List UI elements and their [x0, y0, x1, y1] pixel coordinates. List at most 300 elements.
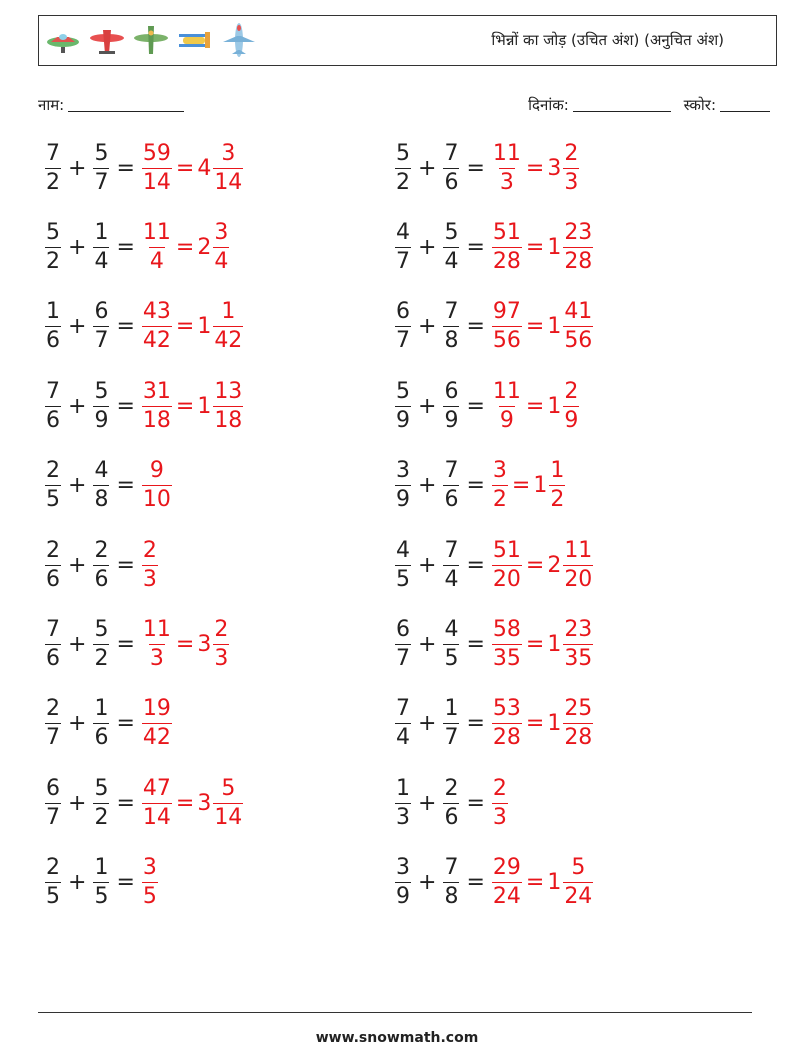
addend-1 [395, 537, 411, 592]
answer-fraction [142, 775, 172, 830]
answer-fraction-denominator: 3 [492, 804, 507, 830]
date-label: दिनांक: [528, 96, 569, 114]
addend-2-numerator: 7 [444, 140, 459, 166]
addend-2 [93, 140, 109, 195]
problem-5 [44, 297, 244, 357]
mixed-fraction-numerator: 1 [550, 458, 565, 484]
worksheet-title: भिन्नों का जोड़ (उचित अंश) (अनुचित अंश) [491, 31, 724, 49]
addend-2 [443, 460, 459, 511]
mixed-fraction-denominator: 35 [564, 645, 593, 671]
answer-fraction-denominator: 14 [142, 804, 171, 830]
plus-sign: + [418, 870, 437, 896]
answer-equals-sign: = [511, 473, 531, 499]
problem-9 [44, 456, 173, 516]
addend-1-denominator: 5 [46, 884, 60, 910]
mixed-fraction [549, 460, 565, 511]
plus-sign: + [418, 473, 437, 499]
addend-1-denominator: 5 [46, 487, 60, 513]
problem-18 [394, 773, 509, 833]
answer-fraction [492, 857, 522, 908]
addend-1-numerator: 5 [396, 378, 410, 404]
equals-sign: = [116, 552, 135, 578]
plus-sign: + [418, 393, 437, 419]
date-blank[interactable] [573, 110, 671, 112]
addend-2 [443, 775, 459, 830]
equals-sign: = [116, 711, 135, 737]
addend-1-denominator: 7 [46, 804, 60, 830]
addend-1 [395, 857, 411, 908]
addend-1-numerator: 7 [396, 696, 410, 722]
answer-fraction-denominator: 10 [142, 487, 171, 513]
answer-fraction [492, 140, 522, 195]
addend-1-denominator: 9 [396, 407, 410, 433]
answer-equals-sign: = [175, 234, 195, 260]
problem-20 [394, 853, 594, 913]
answer-fraction-denominator: 5 [142, 884, 157, 910]
addend-2-denominator: 5 [444, 645, 459, 671]
name-label: नाम: [38, 96, 65, 114]
plus-sign: + [68, 314, 87, 340]
plus-sign: + [68, 631, 87, 657]
addend-1-denominator: 7 [46, 725, 60, 751]
addend-2 [93, 219, 109, 274]
answer-fraction-numerator: 3 [142, 855, 157, 881]
answer-fraction-numerator: 9 [149, 458, 164, 484]
addend-1-denominator: 7 [396, 248, 410, 274]
answer-fraction [142, 460, 172, 511]
mixed-fraction [563, 698, 593, 749]
addend-2-numerator: 1 [94, 855, 109, 881]
addend-2-numerator: 6 [444, 378, 459, 404]
addend-2 [443, 219, 459, 274]
answer-fraction [142, 857, 158, 908]
problem-11 [44, 535, 159, 595]
addend-2 [443, 616, 459, 671]
mixed-whole: 1 [547, 314, 562, 340]
mixed-fraction-numerator: 2 [564, 378, 579, 404]
mixed-fraction-denominator: 18 [214, 407, 243, 433]
addend-1-denominator: 6 [46, 566, 60, 592]
mixed-fraction [563, 857, 593, 908]
answer-fraction-denominator: 35 [492, 645, 521, 671]
answer-fraction-numerator: 11 [492, 140, 521, 166]
addend-1-numerator: 7 [46, 378, 60, 404]
mixed-whole: 1 [547, 631, 562, 657]
answer-fraction [492, 775, 508, 830]
addend-1 [395, 775, 411, 830]
addend-1 [395, 219, 411, 274]
addend-1-numerator: 4 [396, 219, 410, 245]
problem-8 [394, 376, 580, 436]
mixed-whole: 1 [547, 870, 562, 896]
addend-1-numerator: 2 [46, 458, 60, 484]
addend-1-denominator: 6 [46, 645, 60, 671]
problem-2 [394, 138, 580, 198]
addend-2-numerator: 1 [94, 696, 109, 722]
mixed-whole: 1 [533, 473, 548, 499]
answer-equals-sign: = [525, 155, 545, 181]
mixed-fraction-numerator: 2 [564, 140, 579, 166]
addend-2-numerator: 4 [94, 458, 109, 484]
mixed-whole: 3 [197, 790, 212, 816]
answer-fraction [142, 537, 158, 592]
addend-2 [443, 537, 459, 592]
addend-1-denominator: 2 [46, 169, 60, 195]
mixed-fraction-denominator: 42 [214, 328, 243, 354]
answer-fraction [142, 698, 172, 749]
equals-sign: = [466, 711, 485, 737]
addend-1 [395, 140, 411, 195]
addend-2 [443, 301, 459, 352]
mixed-fraction [563, 140, 579, 195]
addend-2-denominator: 7 [94, 169, 109, 195]
addend-1-numerator: 5 [396, 140, 410, 166]
answer-fraction-numerator: 97 [492, 299, 521, 325]
mixed-fraction-numerator: 5 [571, 855, 586, 881]
addend-1 [395, 378, 411, 433]
mixed-fraction-denominator: 20 [564, 566, 593, 592]
problem-13 [44, 614, 230, 674]
addend-1 [45, 775, 61, 830]
plus-sign: + [68, 711, 87, 737]
answer-equals-sign: = [175, 155, 195, 181]
answer-fraction [142, 378, 172, 433]
answer-equals-sign: = [525, 234, 545, 260]
mixed-fraction-denominator: 3 [214, 645, 229, 671]
addend-2-denominator: 4 [444, 566, 459, 592]
answer-fraction-denominator: 28 [492, 248, 521, 274]
addend-2-numerator: 6 [94, 299, 109, 325]
answer-equals-sign: = [525, 870, 545, 896]
plus-sign: + [418, 552, 437, 578]
equals-sign: = [116, 155, 135, 181]
plus-sign: + [68, 155, 87, 181]
addend-1 [395, 698, 411, 749]
footer-divider [38, 1012, 752, 1013]
addend-1-numerator: 2 [46, 696, 60, 722]
answer-fraction-denominator: 9 [499, 407, 514, 433]
mixed-fraction-denominator: 28 [564, 725, 593, 751]
addend-2-numerator: 5 [94, 378, 109, 404]
addend-2-numerator: 1 [444, 696, 459, 722]
addend-1-numerator: 2 [46, 537, 60, 563]
addend-2-denominator: 7 [94, 328, 109, 354]
addend-2-denominator: 2 [94, 645, 109, 671]
answer-fraction-denominator: 28 [492, 725, 521, 751]
addend-1-numerator: 4 [396, 537, 410, 563]
answer-fraction-numerator: 51 [492, 219, 521, 245]
addend-2-denominator: 5 [94, 884, 109, 910]
mixed-fraction-numerator: 13 [214, 378, 243, 404]
addend-1-denominator: 2 [46, 248, 60, 274]
answer-fraction-denominator: 24 [492, 884, 521, 910]
addend-1 [45, 301, 61, 352]
answer-equals-sign: = [525, 552, 545, 578]
mixed-fraction-numerator: 23 [564, 616, 593, 642]
problem-1 [44, 138, 244, 198]
plus-sign: + [418, 711, 437, 737]
problem-3 [44, 217, 230, 277]
problem-12 [394, 535, 594, 595]
addend-1-denominator: 7 [396, 328, 410, 354]
addend-2-numerator: 1 [94, 219, 109, 245]
mixed-fraction [563, 378, 579, 433]
answer-fraction-numerator: 47 [142, 775, 171, 801]
answer-fraction-numerator: 3 [492, 458, 507, 484]
addend-2-denominator: 8 [444, 328, 459, 354]
mixed-fraction-numerator: 23 [564, 219, 593, 245]
blue-jet-icon [219, 20, 259, 60]
equals-sign: = [116, 314, 135, 340]
worksheet-header [38, 15, 777, 66]
addend-1 [45, 698, 61, 749]
plus-sign: + [418, 631, 437, 657]
answer-fraction-numerator: 2 [492, 775, 507, 801]
answer-fraction-numerator: 19 [142, 696, 171, 722]
mixed-whole: 4 [197, 155, 212, 181]
mixed-fraction-numerator: 3 [221, 140, 236, 166]
answer-fraction [492, 301, 522, 352]
problem-19 [44, 853, 159, 913]
mixed-fraction-numerator: 11 [564, 537, 593, 563]
addend-2-denominator: 4 [444, 248, 459, 274]
score-label: स्कोर: [683, 96, 716, 114]
answer-fraction-denominator: 42 [142, 725, 171, 751]
answer-fraction [142, 140, 172, 195]
mixed-whole: 1 [547, 711, 562, 737]
addend-1-denominator: 7 [396, 645, 410, 671]
addend-2 [93, 775, 109, 830]
date-score-field [528, 95, 770, 115]
mixed-whole: 1 [547, 393, 562, 419]
mixed-whole: 3 [547, 155, 562, 181]
plane-icons [43, 20, 259, 60]
red-green-plane-icon [43, 20, 83, 60]
addend-1-numerator: 1 [396, 775, 410, 801]
mixed-whole: 1 [197, 393, 212, 419]
mixed-fraction [563, 301, 593, 352]
plus-sign: + [418, 155, 437, 181]
problem-10 [394, 456, 566, 516]
answer-fraction-numerator: 11 [142, 616, 171, 642]
problem-6 [394, 297, 594, 357]
plus-sign: + [418, 790, 437, 816]
addend-2-numerator: 7 [444, 537, 459, 563]
problem-16 [394, 694, 594, 754]
plus-sign: + [68, 473, 87, 499]
addend-1 [45, 219, 61, 274]
mixed-fraction [213, 301, 243, 352]
addend-2-numerator: 2 [94, 537, 109, 563]
answer-fraction-denominator: 3 [499, 169, 514, 195]
mixed-fraction-denominator: 56 [564, 328, 593, 354]
addend-2-denominator: 2 [94, 804, 109, 830]
plus-sign: + [68, 552, 87, 578]
equals-sign: = [466, 870, 485, 896]
problem-17 [44, 773, 244, 833]
addend-2-denominator: 4 [94, 248, 109, 274]
answer-equals-sign: = [175, 631, 195, 657]
mixed-fraction [563, 219, 593, 274]
answer-fraction-denominator: 3 [142, 566, 157, 592]
equals-sign: = [116, 234, 135, 260]
addend-1-numerator: 6 [396, 616, 410, 642]
addend-2-denominator: 6 [94, 725, 109, 751]
score-blank[interactable] [720, 110, 770, 112]
answer-fraction-numerator: 2 [142, 537, 157, 563]
addend-2-denominator: 6 [444, 487, 459, 513]
addend-2-denominator: 9 [444, 407, 459, 433]
answer-fraction [492, 460, 508, 511]
equals-sign: = [466, 393, 485, 419]
answer-fraction-numerator: 51 [492, 537, 521, 563]
answer-fraction-numerator: 53 [492, 696, 521, 722]
addend-2-numerator: 5 [444, 219, 459, 245]
answer-fraction-numerator: 11 [492, 378, 521, 404]
addend-2-numerator: 5 [94, 140, 109, 166]
addend-1-numerator: 3 [396, 855, 410, 881]
mixed-fraction [213, 378, 243, 433]
mixed-whole: 1 [197, 314, 212, 340]
addend-1-numerator: 5 [46, 219, 60, 245]
mixed-fraction [213, 616, 229, 671]
answer-fraction-numerator: 59 [142, 140, 171, 166]
answer-fraction [492, 378, 522, 433]
answer-equals-sign: = [525, 314, 545, 340]
addend-2 [443, 857, 459, 908]
mixed-whole: 2 [197, 234, 212, 260]
mixed-fraction [213, 140, 243, 195]
mixed-fraction-denominator: 14 [214, 169, 243, 195]
addend-1-denominator: 6 [46, 328, 60, 354]
addend-2-numerator: 4 [444, 616, 459, 642]
addend-1-numerator: 3 [396, 458, 410, 484]
mixed-fraction-denominator: 4 [214, 248, 229, 274]
addend-2 [93, 698, 109, 749]
addend-1 [45, 460, 61, 511]
plus-sign: + [418, 234, 437, 260]
addend-2 [93, 616, 109, 671]
addend-1-denominator: 5 [396, 566, 410, 592]
name-blank[interactable] [68, 110, 184, 112]
plus-sign: + [68, 790, 87, 816]
plus-sign: + [68, 234, 87, 260]
addend-2 [93, 857, 109, 908]
addend-2-denominator: 8 [444, 884, 459, 910]
answer-fraction-numerator: 58 [492, 616, 521, 642]
answer-fraction [142, 219, 172, 274]
answer-fraction-denominator: 4 [149, 248, 164, 274]
equals-sign: = [116, 790, 135, 816]
equals-sign: = [466, 234, 485, 260]
equals-sign: = [116, 631, 135, 657]
addend-2-numerator: 5 [94, 775, 109, 801]
addend-2-numerator: 7 [444, 299, 459, 325]
addend-1 [395, 301, 411, 352]
addend-1 [395, 460, 411, 511]
answer-equals-sign: = [525, 711, 545, 737]
addend-2-numerator: 7 [444, 458, 459, 484]
answer-equals-sign: = [175, 790, 195, 816]
problem-4 [394, 217, 594, 277]
problem-14 [394, 614, 594, 674]
equals-sign: = [466, 631, 485, 657]
problem-7 [44, 376, 244, 436]
answer-fraction [492, 616, 522, 671]
addend-1-numerator: 6 [396, 299, 410, 325]
mixed-fraction-denominator: 2 [550, 487, 565, 513]
equals-sign: = [116, 870, 135, 896]
equals-sign: = [466, 155, 485, 181]
equals-sign: = [466, 473, 485, 499]
problem-15 [44, 694, 173, 754]
addend-2-denominator: 6 [94, 566, 109, 592]
answer-fraction-denominator: 14 [142, 169, 171, 195]
addend-1-numerator: 6 [46, 775, 60, 801]
answer-fraction-numerator: 29 [492, 855, 521, 881]
plus-sign: + [68, 393, 87, 419]
name-field [38, 95, 184, 115]
answer-fraction [142, 301, 172, 352]
answer-fraction-denominator: 2 [492, 487, 507, 513]
addend-1-denominator: 2 [396, 169, 410, 195]
addend-2-numerator: 2 [444, 775, 459, 801]
addend-1-numerator: 1 [46, 299, 60, 325]
mixed-whole: 2 [547, 552, 562, 578]
mixed-fraction-denominator: 3 [564, 169, 579, 195]
mixed-fraction-denominator: 28 [564, 248, 593, 274]
answer-fraction [492, 537, 522, 592]
answer-equals-sign: = [175, 314, 195, 340]
addend-1-numerator: 7 [46, 616, 60, 642]
addend-1-numerator: 2 [46, 855, 60, 881]
addend-1 [45, 378, 61, 433]
addend-2-denominator: 6 [444, 169, 459, 195]
addend-2 [93, 301, 109, 352]
mixed-fraction-denominator: 24 [564, 884, 593, 910]
addend-2 [93, 460, 109, 511]
addend-2 [443, 698, 459, 749]
addend-2 [93, 537, 109, 592]
addend-2-numerator: 7 [444, 855, 459, 881]
equals-sign: = [116, 393, 135, 419]
mixed-fraction [213, 219, 229, 274]
answer-fraction-numerator: 31 [142, 378, 171, 404]
answer-fraction [492, 219, 522, 274]
equals-sign: = [466, 790, 485, 816]
answer-equals-sign: = [525, 393, 545, 419]
green-plane-icon [131, 20, 171, 60]
addend-1-numerator: 7 [46, 140, 60, 166]
answer-fraction-denominator: 42 [142, 328, 171, 354]
mixed-fraction [563, 616, 593, 671]
addend-1-denominator: 9 [396, 884, 410, 910]
mixed-whole: 3 [197, 631, 212, 657]
addend-2-denominator: 7 [444, 725, 459, 751]
answer-equals-sign: = [525, 631, 545, 657]
addend-2-denominator: 9 [94, 407, 109, 433]
addend-1 [45, 140, 61, 195]
addend-1-denominator: 9 [396, 487, 410, 513]
addend-1-denominator: 6 [46, 407, 60, 433]
answer-fraction-denominator: 20 [492, 566, 521, 592]
mixed-fraction-numerator: 3 [214, 219, 229, 245]
biplane-icon [175, 20, 215, 60]
mixed-fraction-numerator: 41 [564, 299, 593, 325]
equals-sign: = [466, 314, 485, 340]
plus-sign: + [68, 870, 87, 896]
plus-sign: + [418, 314, 437, 340]
